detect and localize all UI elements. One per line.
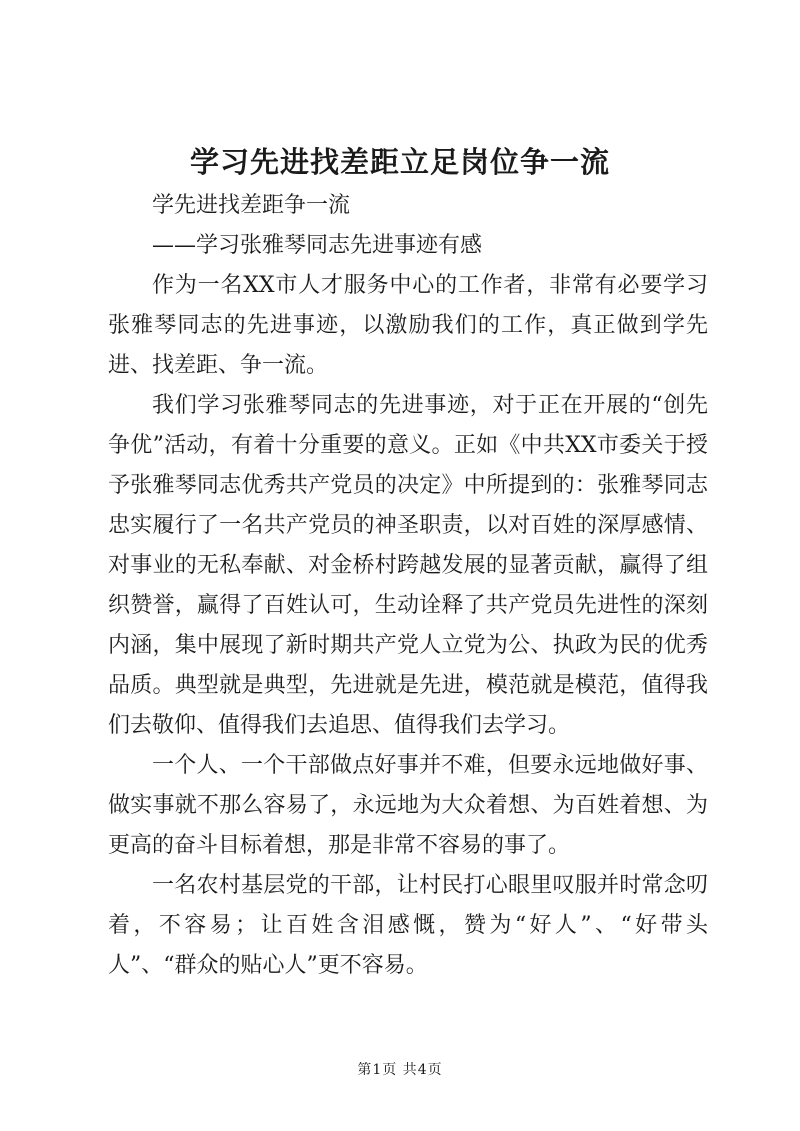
byline: ——学习张雅琴同志先进事迹有感 bbox=[152, 233, 483, 258]
document-body bbox=[108, 186, 708, 986]
page-number: 第1页 共4页 bbox=[357, 1062, 443, 1078]
paragraph: 我们学习张雅琴同志的先进事迹，对于正在开展的“创先争优”活动，有着十分重要的意义。正如《中共XX市委关于授予张雅琴同志优秀共产党员的决定》中所提到的：张雅琴同志忠实履行了一名共产党员的神圣职责，以对百姓的深厚感情、对事业的无私奉献、对金桥村跨越发展的显著贡献，赢得了组织赞誉，赢得了百姓认可，生动诠释了共产党员先进性的深刻内涵，集中展现了新时期共产党人立党为公、执政为民的优秀品质。典型就是典型，先进就是先进，模范就是模范，值得我们去敬仰、值得我们去追思、值得我们去学习。 bbox=[108, 393, 708, 738]
paragraph: 作为一名XX市人才服务中心的工作者，非常有必要学习张雅琴同志的先进事迹，以激励我们的工作，真正做到学先进、找差距、争一流。 bbox=[108, 273, 708, 378]
subtitle: 学先进找差距争一流 bbox=[152, 193, 351, 218]
page-footer bbox=[0, 1060, 800, 1080]
page-title: 学习先进找差距立足岗位争一流 bbox=[189, 145, 610, 179]
paragraph: 一个人、一个干部做点好事并不难，但要永远地做好事、做实事就不那么容易了，永远地为大众着想、为百姓着想、为更高的奋斗目标着想，那是非常不容易的事了。 bbox=[108, 753, 708, 858]
paragraph: 一名农村基层党的干部，让村民打心眼里叹服并时常念叨着，不容易；让百姓含泪感慨，赞为“好人”、“好带头人”、“群众的贴心人”更不容易。 bbox=[108, 873, 708, 978]
